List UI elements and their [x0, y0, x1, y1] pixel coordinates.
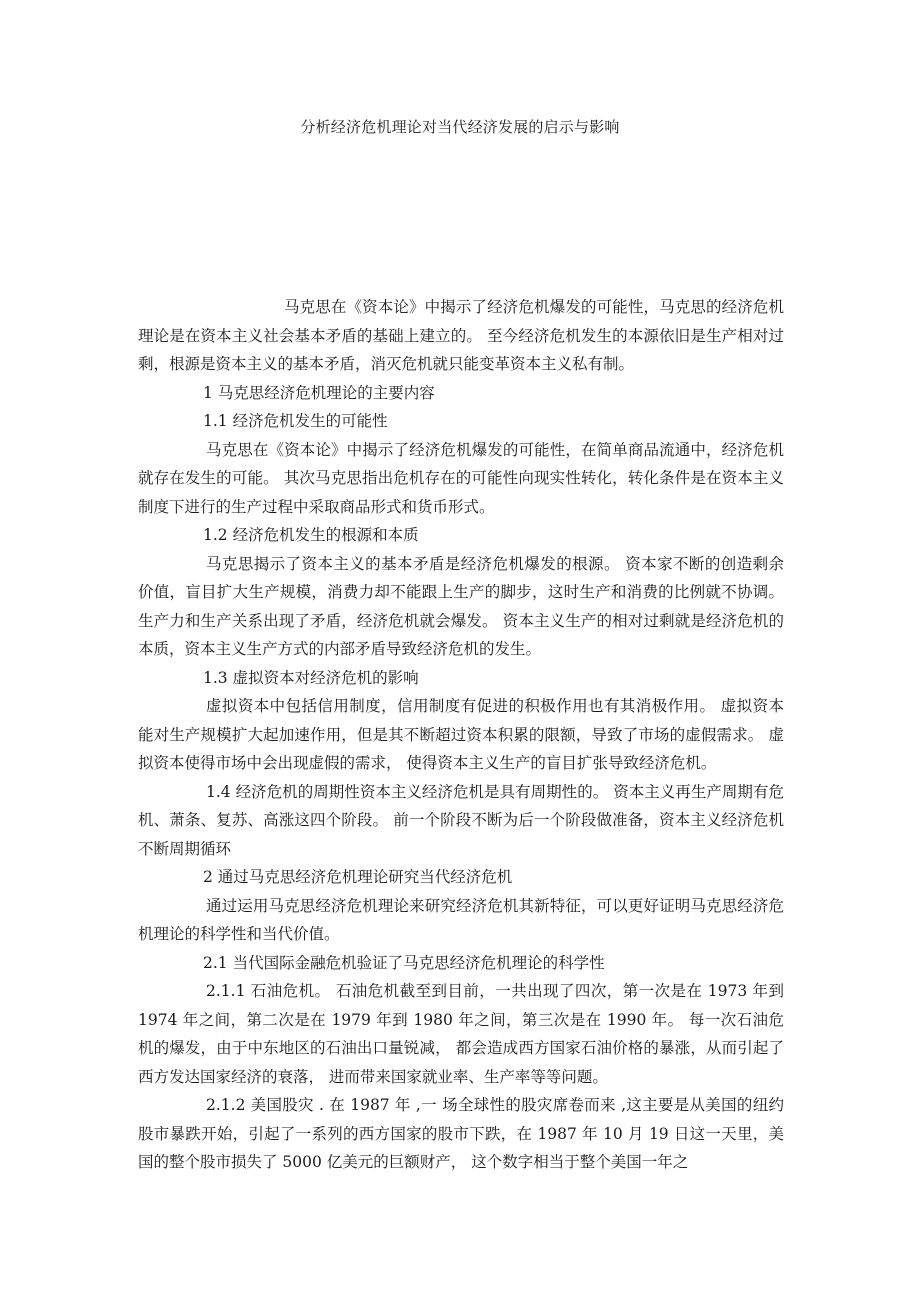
section-heading-1-3: 1.3 虚拟资本对经济危机的影响 — [203, 668, 419, 687]
intro-paragraph: 马克思在《资本论》中揭示了经济危机爆发的可能性，马克思的经济危机理论是在资本主义社会基本矛盾的基础上建立的。 至今经济危机发生的本源依旧是生产相对过剩，根源是资本主义的基本矛盾，消灭危机就只能变革资本主义私有制。 — [138, 298, 784, 373]
body-paragraph: 虚拟资本中包括信用制度，信用制度有促进的积极作用也有其消极作用。 虚拟资本能对生产规模扩大起加速作用，但是其不断超过资本积累的限额，导致了市场的虚假需求。 虚拟资本使得市场中会出现虚假的需求， 使得资本主义生产的盲目扩张导致经济危机。 — [138, 697, 784, 772]
body-paragraph: 马克思在《资本论》中揭示了经济危机爆发的可能性，在简单商品流通中，经济危机就存在发生的可能。 其次马克思指出危机存在的可能性向现实性转化，转化条件是在资本主义制度下进行的生产过程中采取商品形式和货币形式。 — [138, 440, 784, 516]
section-heading-2: 2 通过马克思经济危机理论研究当代经济危机 — [203, 868, 513, 886]
body-paragraph: 马克思揭示了资本主义的基本矛盾是经济危机爆发的根源。 资本家不断的创造剩余价值，盲目扩大生产规模，消费力却不能跟上生产的脚步，这时生产和消费的比例就不协调。 生产力和生产关系出现了矛盾，经济危机就会爆发。 资本主义生产的相对过剩就是经济危机的本质，资本主义生产方式的内部矛盾导致经济危机的发生。 — [138, 554, 784, 658]
body-paragraph: 通过运用马克思经济危机理论来研究经济危机其新特征，可以更好证明马克思经济危机理论的科学性和当代价值。 — [138, 896, 784, 943]
body-paragraph-2-1-1: 2.1.1 石油危机。 石油危机截至到目前，一共出现了四次，第一次是在 1973 年到 1974 年之间，第二次是在 1979 年到 1980 年之间，第三次是在 1990 年。 每一次石油危机的爆发，由于中东地区的石油出口量锐减， 都会造成西方国家石油价格的暴涨，从而引起了西方发达国家经济的衰落， 进而带来国家就业率、生产率等等问题。 — [138, 982, 784, 1086]
document-body — [138, 293, 784, 1177]
section-heading-2-1: 2.1 当代国际金融危机验证了马克思经济危机理论的科学性 — [203, 953, 605, 972]
body-paragraph-2-1-2: 2.1.2 美国股灾 . 在 1987 年 ,一 场全球性的股灾席卷而来 ,这主要是从美国的纽约股市暴跌开始，引起了一系列的西方国家的股市下跌，在 1987 年 10 月 19 日这一天里，美国的整个股市损失了 5000 亿美元的巨额财产， 这个数字相当于整个美国一年之 — [138, 1096, 784, 1171]
section-heading-1-2: 1.2 经济危机发生的根源和本质 — [203, 526, 419, 544]
section-heading-1: 1 马克思经济危机理论的主要内容 — [203, 383, 435, 402]
section-heading-1-1: 1.1 经济危机发生的可能性 — [203, 412, 388, 430]
body-paragraph-1-4: 1.4 经济危机的周期性资本主义经济危机是具有周期性的。 资本主义再生产周期有危机、萧条、复苏、高涨这四个阶段。 前一个阶段不断为后一个阶段做准备，资本主义经济危机不断周期循环 — [138, 782, 784, 858]
document-title: 分析经济危机理论对当代经济发展的启示与影响 — [300, 118, 620, 136]
